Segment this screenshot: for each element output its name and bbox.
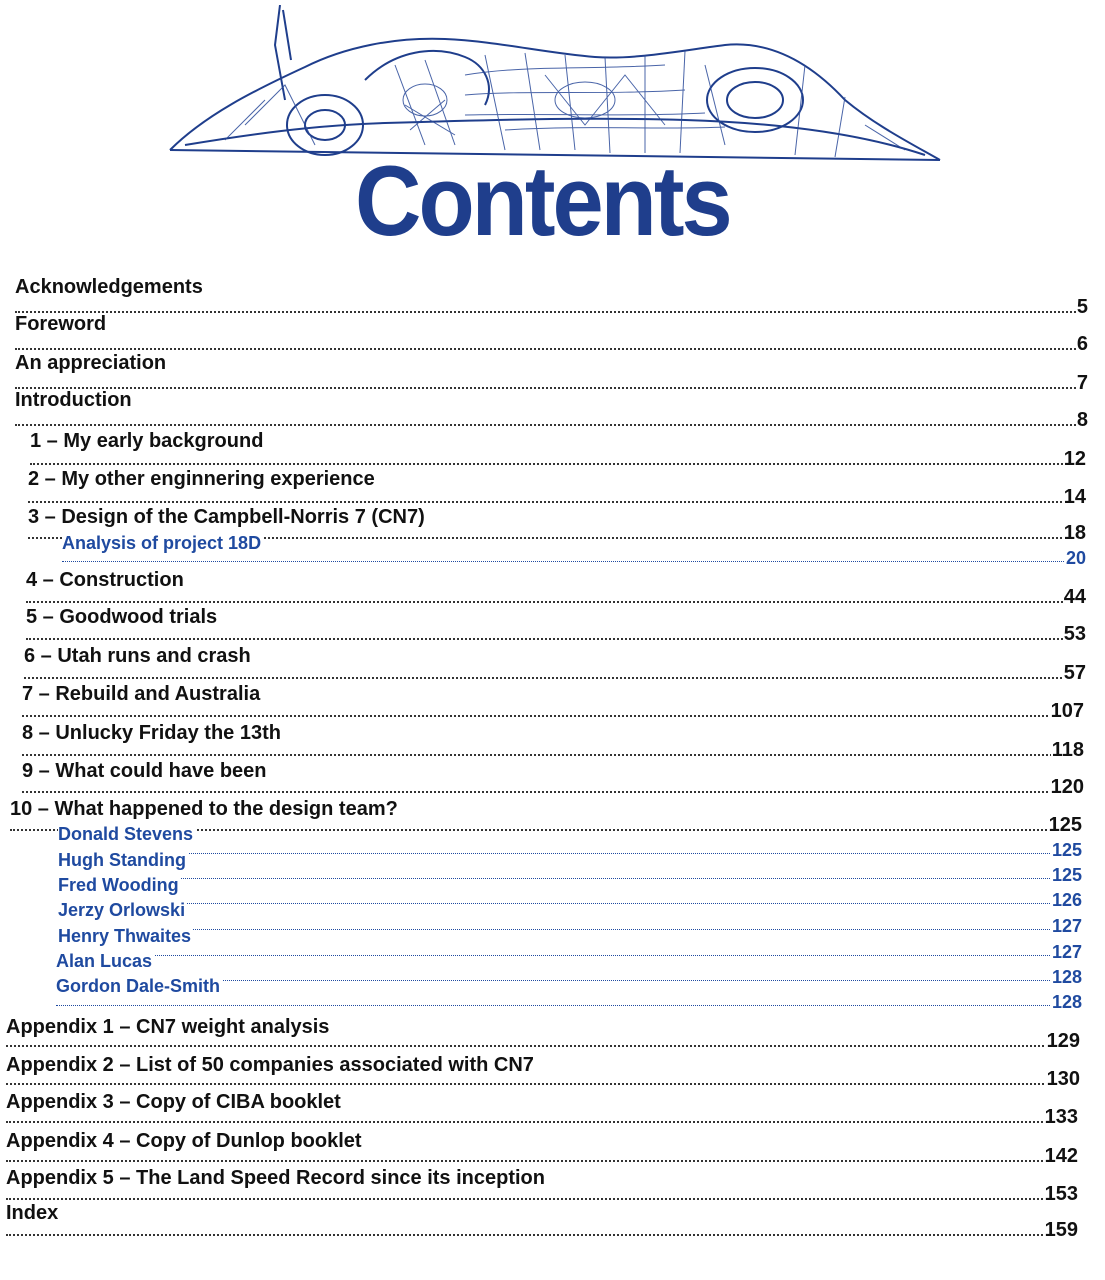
toc-entry xyxy=(24,645,1086,684)
dot-leader xyxy=(6,1121,1078,1123)
entry-title: Henry Thwaites xyxy=(58,926,192,946)
page-number: 7 xyxy=(1076,372,1088,394)
entry-title: 3 – Design of the Campbell-Norris 7 (CN7) xyxy=(28,506,425,528)
page-number: 133 xyxy=(1044,1106,1078,1128)
page-number: 130 xyxy=(1046,1068,1080,1090)
entry-title: Appendix 3 – Copy of CIBA booklet xyxy=(6,1091,341,1113)
toc-entry xyxy=(26,606,1086,645)
dot-leader xyxy=(22,715,1084,717)
page-number: 107 xyxy=(1050,700,1084,722)
page-number: 8 xyxy=(1076,409,1088,431)
dot-leader xyxy=(58,903,1082,904)
page-number: 159 xyxy=(1044,1219,1078,1241)
dot-leader xyxy=(15,348,1088,350)
toc-subentry xyxy=(58,875,1082,909)
page-number: 12 xyxy=(1063,448,1086,470)
toc-entry xyxy=(6,1167,1078,1205)
dot-leader xyxy=(26,601,1086,603)
toc-entry xyxy=(15,389,1088,431)
entry-title: Donald Stevens xyxy=(58,824,194,844)
entry-title: An appreciation xyxy=(15,352,167,374)
toc-entry xyxy=(15,352,1088,394)
dot-leader xyxy=(56,1005,1082,1006)
toc-subentry xyxy=(58,926,1082,960)
toc-entry xyxy=(6,1130,1078,1167)
entry-title: Jerzy Orlowski xyxy=(58,900,186,920)
toc-entry xyxy=(6,1054,1080,1088)
toc-entry xyxy=(6,1091,1078,1128)
page-number: 120 xyxy=(1050,776,1084,798)
toc-entry xyxy=(30,430,1086,470)
car-cutaway-illustration xyxy=(165,5,945,165)
dot-leader xyxy=(15,424,1088,426)
entry-title: 9 – What could have been xyxy=(22,760,267,782)
entry-title: Appendix 1 – CN7 weight analysis xyxy=(6,1016,330,1038)
page-number: 127 xyxy=(1051,942,1082,962)
entry-title: Acknowledgements xyxy=(15,276,203,298)
dot-leader xyxy=(22,791,1084,793)
entry-title: Introduction xyxy=(15,389,132,411)
entry-title: 10 – What happened to the design team? xyxy=(10,798,398,820)
page-number: 6 xyxy=(1076,333,1088,355)
dot-leader xyxy=(58,929,1082,930)
entry-title: 5 – Goodwood trials xyxy=(26,606,218,628)
entry-title: 2 – My other enginnering experience xyxy=(28,468,375,490)
page-title: Contents xyxy=(355,146,730,257)
entry-title: Index xyxy=(6,1202,59,1224)
dot-leader xyxy=(58,878,1082,879)
dot-leader xyxy=(22,754,1084,756)
entry-title: Analysis of project 18D xyxy=(62,533,262,553)
dot-leader xyxy=(26,638,1086,640)
page-number: 127 xyxy=(1051,916,1082,936)
toc-subentry xyxy=(56,976,1082,1010)
page-number: 129 xyxy=(1046,1030,1080,1052)
page-number: 57 xyxy=(1063,662,1086,684)
page-number: 125 xyxy=(1051,865,1082,885)
entry-title: Alan Lucas xyxy=(56,951,153,971)
entry-title: 7 – Rebuild and Australia xyxy=(22,683,261,705)
dot-leader xyxy=(58,955,1082,956)
dot-leader xyxy=(24,677,1086,679)
page-number: 128 xyxy=(1051,967,1082,987)
page-number: 5 xyxy=(1076,296,1088,318)
toc-entry xyxy=(15,276,1088,318)
dot-leader xyxy=(15,311,1088,313)
dot-leader xyxy=(62,561,1086,562)
page-number: 128 xyxy=(1051,992,1082,1012)
toc-entry xyxy=(22,683,1084,722)
page-number: 44 xyxy=(1063,586,1086,608)
dot-leader xyxy=(6,1234,1078,1236)
toc-entry xyxy=(22,722,1084,761)
dot-leader xyxy=(28,501,1086,503)
toc-subentry xyxy=(58,850,1082,884)
toc-subentry xyxy=(58,900,1082,934)
entry-title: 8 – Unlucky Friday the 13th xyxy=(22,722,281,744)
page-number: 118 xyxy=(1051,739,1084,761)
page-number: 126 xyxy=(1051,890,1082,910)
page-number: 20 xyxy=(1065,548,1086,568)
dot-leader xyxy=(58,853,1082,854)
page-number: 53 xyxy=(1063,623,1086,645)
entry-title: Hugh Standing xyxy=(58,850,186,870)
page-number: 153 xyxy=(1044,1183,1078,1205)
page-number: 14 xyxy=(1063,486,1086,508)
page-number: 125 xyxy=(1051,840,1082,860)
toc-entry xyxy=(28,468,1086,508)
toc-entry xyxy=(6,1202,1078,1241)
toc-entry xyxy=(26,569,1086,608)
dot-leader xyxy=(6,1160,1078,1162)
dot-leader xyxy=(6,1198,1078,1200)
dot-leader xyxy=(30,463,1086,465)
entry-title: Appendix 5 – The Land Speed Record since its inception xyxy=(6,1167,545,1189)
entry-title: Appendix 4 – Copy of Dunlop booklet xyxy=(6,1130,362,1152)
toc-entry xyxy=(22,760,1084,798)
entry-title: 1 – My early background xyxy=(30,430,264,452)
page-number: 125 xyxy=(1048,814,1082,836)
entry-title: Appendix 2 – List of 50 companies associated with CN7 xyxy=(6,1054,534,1076)
entry-title: Gordon Dale-Smith xyxy=(56,976,221,996)
dot-leader xyxy=(6,1045,1080,1047)
entry-title: Fred Wooding xyxy=(58,875,179,895)
dot-leader xyxy=(6,1083,1080,1085)
toc-entry xyxy=(6,1016,1080,1050)
toc-entry xyxy=(15,313,1088,355)
entry-title: 6 – Utah runs and crash xyxy=(24,645,251,667)
dot-leader xyxy=(15,387,1088,389)
page-number: 142 xyxy=(1044,1145,1078,1167)
entry-title: Foreword xyxy=(15,313,107,335)
page-number: 18 xyxy=(1063,522,1086,544)
entry-title: 4 – Construction xyxy=(26,569,184,591)
